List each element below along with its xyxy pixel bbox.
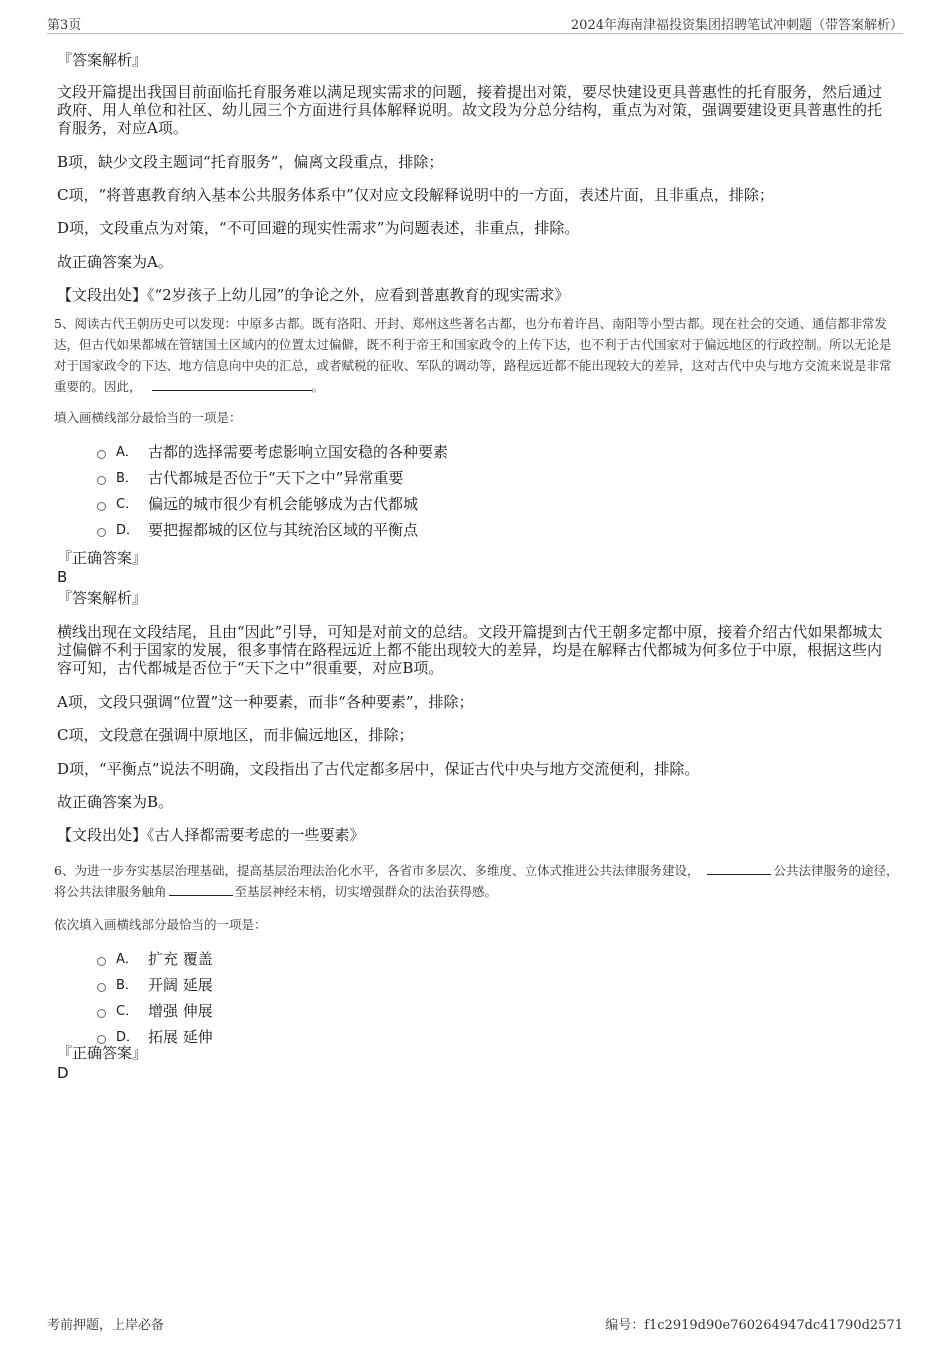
q4-source: 【文段出处】《“2岁孩子上幼儿园”的争论之外，应看到普惠教育的现实需求》 (57, 286, 570, 304)
q4-option-b-note: B项，缺少文段主题词“托育服务”，偏离文段重点，排除； (57, 153, 444, 171)
q6-option-b[interactable] (97, 976, 213, 995)
q4-analysis-label: 『答案解析』 (57, 51, 148, 69)
q5-answer-blank (152, 378, 312, 391)
q6-stem (54, 860, 899, 902)
q5-conclusion: 故正确答案为B。 (57, 793, 174, 811)
q5-option-b-letter: B． (116, 471, 138, 486)
q5-prompt: 填入画横线部分最恰当的一项是： (54, 410, 242, 425)
q5-analysis-text: 横线出现在文段结尾，且由“因此”引导，可知是对前文的总结。文段开篇提到古代王朝多定都中原，接着介绍古代如果都城太过偏僻不利于国家的发展，很多事情在路程远近上都不能出现较大的差异，均是在解释古代都城为何多位于中原，根据这些内容可知，古代都城是否位于“天下之中”很重要，对应B项。 (57, 623, 883, 677)
q5-option-d-note: D项，“平衡点”说法不明确，文段指出了古代定都多居中，保证古代中央与地方交流便利，排除。 (57, 760, 700, 778)
document-title: 2024年海南津福投资集团招聘笔试冲刺题（带答案解析） (570, 18, 903, 33)
q4-option-c-note: C项，“将普惠教育纳入基本公共服务体系中”仅对应文段解释说明中的一方面，表述片面，且非重点，排除； (57, 186, 774, 204)
q6-option-c-text: 增强 伸展 (148, 1002, 213, 1020)
radio-icon[interactable] (97, 502, 106, 511)
footer-slogan: 考前押题，上岸必备 (47, 1318, 165, 1333)
q5-stem (54, 313, 894, 397)
radio-icon[interactable] (97, 1035, 106, 1044)
q5-option-b[interactable] (97, 469, 403, 488)
q6-prompt: 依次填入画横线部分最恰当的一项是： (54, 917, 267, 932)
q6-correct-label: 『正确答案』 (57, 1044, 148, 1062)
q6-option-d-letter: D． (116, 1030, 140, 1045)
q5-option-a-note: A项，文段只强调“位置”这一种要素，而非“各种要素”，排除； (57, 693, 474, 711)
q6-option-a-letter: A． (116, 952, 138, 967)
q6-stem-c: 的途径，将公共法律服务触角 (54, 863, 899, 899)
q5-correct-label: 『正确答案』 (57, 549, 148, 567)
q6-option-a[interactable] (97, 950, 213, 969)
q6-option-b-text: 开阔 延展 (148, 976, 213, 994)
radio-icon[interactable] (97, 1009, 106, 1018)
q5-option-a-text: 古都的选择需要考虑影响立国安稳的各种要素 (148, 443, 449, 461)
q5-option-a[interactable] (97, 443, 448, 462)
q5-option-d-letter: D． (116, 523, 140, 538)
q4-conclusion: 故正确答案为A。 (57, 253, 173, 271)
q6-option-d-text: 拓展 延伸 (148, 1028, 213, 1046)
q6-option-c-letter: C． (116, 1004, 139, 1019)
q4-analysis-text: 文段开篇提出我国目前面临托育服务难以满足现实需求的问题，接着提出对策，要尽快建设更具普惠性的托育服务，然后通过政府、用人单位和社区、幼儿园三个方面进行具体解释说明。故文段为分总分结构，重点为对策，强调要建设更具普惠性的托育服务，对应A项。 (57, 83, 883, 137)
footer-serial: 编号：f1c2919d90e760264947dc41790d2571 (605, 1318, 903, 1333)
radio-icon[interactable] (97, 476, 106, 485)
q5-option-b-text: 古代都城是否位于“天下之中”异常重要 (148, 469, 404, 487)
q6-option-b-letter: B． (116, 978, 138, 993)
q6-option-a-text: 扩充 覆盖 (148, 950, 213, 968)
radio-icon[interactable] (97, 450, 106, 459)
q4-option-d-note: D项，文段重点为对策，“不可回避的现实性需求”为问题表述，非重点，排除。 (57, 219, 580, 237)
q5-option-d-text: 要把握都城的区位与其统治区域的平衡点 (148, 521, 419, 539)
page-number: 第3页 (47, 18, 82, 33)
q6-correct-value: D (57, 1064, 69, 1082)
q5-stem-text: 5、阅读古代王朝历史可以发现：中原多古都。既有洛阳、开封、郑州这些著名古都，也分布着许昌、南阳等小型古都。现在社会的交通、通信都非常发达，但古代如果都城在管辖国土区域内的位置太过偏僻，既不利于帝王和国家政令的上传下达，也不利于古代国家对于偏远地区的行政控制。所以无论是对于国家政令的下达、地方信息向中央的汇总，或者赋税的征收、军队的调动等，路程远近都不能出现较大的差异，这对古代中央与地方交流来说是非常重要的。因此， (54, 316, 892, 394)
q5-option-c-text: 偏远的城市很少有机会能够成为古代都城 (148, 495, 419, 513)
radio-icon[interactable] (97, 528, 106, 537)
q5-option-c-letter: C． (116, 497, 139, 512)
q6-stem-a: 6、为进一步夯实基层治理基础，提高基层治理法治化水平，各省市多层次、多维度、立体式推进公共法律服务建设， (54, 863, 700, 878)
q6-stem-d: 至基层神经末梢，切实增强群众的法治获得感。 (234, 884, 498, 899)
header-divider (47, 33, 903, 34)
q5-option-a-letter: A． (116, 445, 138, 460)
radio-icon[interactable] (97, 957, 106, 966)
q5-correct-value: B (57, 568, 68, 586)
q5-analysis-label: 『答案解析』 (57, 589, 148, 607)
q6-stem-b: 公共法律服务 (773, 863, 849, 878)
q6-blank-2 (169, 883, 233, 896)
q5-option-d[interactable] (97, 521, 418, 540)
q5-option-c[interactable] (97, 495, 418, 514)
radio-icon[interactable] (97, 983, 106, 992)
q6-blank-1 (707, 862, 771, 875)
q6-option-c[interactable] (97, 1002, 213, 1021)
q5-stem-end: 。 (311, 379, 325, 394)
q5-option-c-note: C项，文段意在强调中原地区，而非偏远地区，排除； (57, 726, 414, 744)
q5-source: 【文段出处】《古人择都需要考虑的一些要素》 (57, 826, 365, 844)
